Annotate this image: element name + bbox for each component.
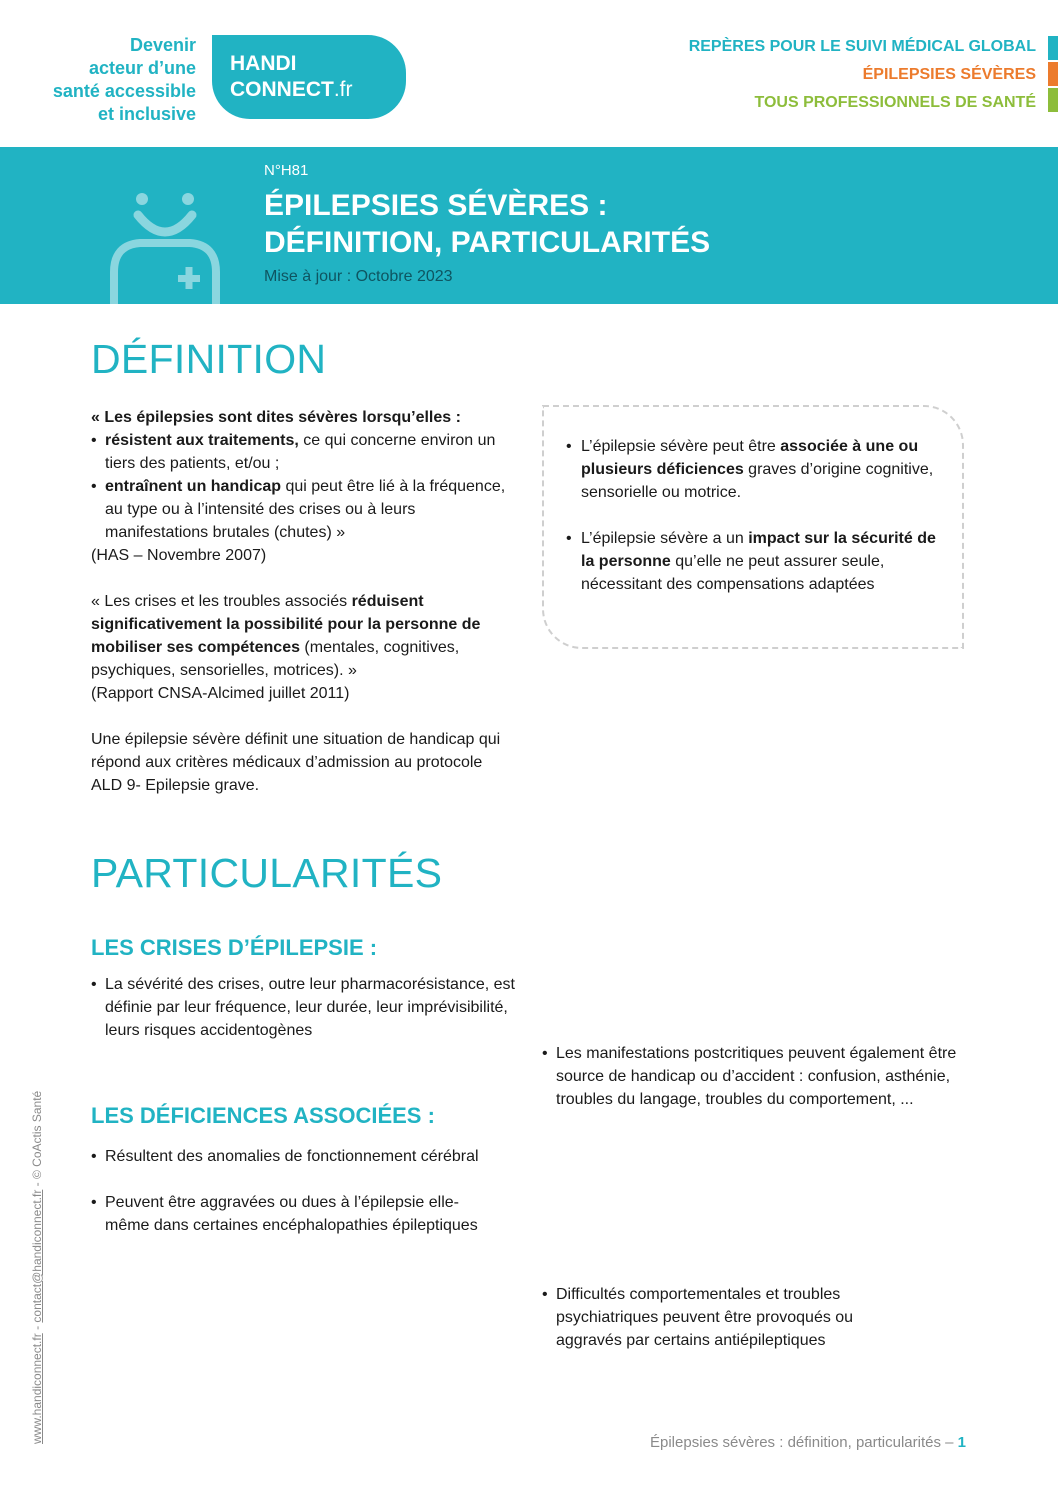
logo-word: CONNECT: [230, 78, 334, 101]
tagline-line: acteur d’une: [88, 58, 196, 78]
bold-text: associée à une ou plusieurs déficiences: [581, 438, 919, 478]
bullet-text: qu’elle ne peut assurer seule, nécessitant des compensations adaptées: [581, 553, 885, 593]
tag-suivi-medical: REPÈRES POUR LE SUIVI MÉDICAL GLOBAL: [688, 38, 1036, 55]
title-line-2: DÉFINITION, PARTICULARITÉS: [264, 226, 711, 259]
category-tags: [689, 35, 1036, 119]
side-credits: [30, 1064, 44, 1444]
deficiences-left: [91, 1145, 491, 1237]
bold-text: résistent aux traitements,: [105, 432, 299, 449]
stripe-orange: [1048, 62, 1058, 86]
bullet-text: graves d’origine cognitive, sensorielle ou motrice.: [581, 461, 934, 501]
site-link[interactable]: www.handiconnect.fr: [30, 1333, 44, 1444]
callout-bullet: [566, 435, 942, 504]
deficiences-bullet-right: • Difficultés comportementales et troubles psychiatriques peuvent être provoqués ou aggravés par certains antiépileptiques: [542, 1283, 916, 1352]
tagline: [20, 34, 196, 126]
particularites-heading: PARTICULARITÉS: [91, 850, 443, 896]
callout-bullet: [566, 527, 942, 596]
bullet-text: L’épilepsie sévère a un: [581, 530, 749, 547]
definition-text: [91, 406, 506, 797]
source-has: (HAS – Novembre 2007): [91, 547, 267, 564]
tagline-line: santé accessible: [52, 81, 196, 101]
logo-line-1: HANDI: [230, 52, 297, 75]
crises-subheading: LES CRISES D’ÉPILEPSIE :: [91, 935, 378, 960]
update-date: Mise à jour : Octobre 2023: [264, 268, 453, 285]
tag-professionnels: TOUS PROFESSIONNELS DE SANTÉ: [754, 94, 1036, 111]
document-title: [264, 187, 710, 261]
paragraph-text: « Les crises et les troubles associés: [91, 593, 352, 610]
deficiences-bullet: • Peuvent être aggravées ou dues à l’épilepsie elle-même dans certaines encéphalopathies épileptiques: [91, 1191, 491, 1237]
stripe-green: [1048, 88, 1058, 112]
email-link[interactable]: contact@handiconnect.fr: [30, 1189, 44, 1323]
bullet-text: ce qui concerne environ un tiers des patients, et/ou ;: [105, 432, 496, 472]
tagline-line: Devenir: [129, 35, 196, 55]
definition-paragraph: [91, 590, 506, 682]
deficiences-subheading: LES DÉFICIENCES ASSOCIÉES :: [91, 1103, 435, 1128]
bold-text: entraînent un handicap: [105, 478, 282, 495]
paragraph-text: (mentales, cognitives, psychiques, sensorielles, motrices). »: [91, 639, 460, 679]
definition-heading: DÉFINITION: [91, 336, 327, 382]
logo-line-2: [230, 77, 406, 103]
definition-intro: « Les épilepsies sont dites sévères lorsqu’elles :: [91, 409, 461, 426]
crises-bullet-right: • Les manifestations postcritiques peuvent également être source de handicap ou d’accident : confusion, asthénie, troubles du langage, troubles du comportement, ...: [542, 1042, 976, 1111]
deficiences-bullet: • Résultent des anomalies de fonctionnement cérébral: [91, 1145, 491, 1168]
footer-title: Épilepsies sévères : définition, particularités –: [650, 1434, 958, 1451]
definition-callout: [542, 405, 964, 649]
document-number: N°H81: [264, 162, 309, 179]
doctor-icon: [100, 187, 230, 304]
page-number: 1: [957, 1434, 966, 1451]
definition-bullet: [91, 429, 506, 475]
bullet-text: L’épilepsie sévère peut être: [581, 438, 781, 455]
handiconnect-logo[interactable]: [212, 35, 406, 119]
bullet-text: qui peut être lié à la fréquence, au type ou à l’intensité des crises ou à leurs manifestations brutales (chutes) »: [105, 478, 506, 541]
definition-bullet: [91, 475, 506, 544]
crises-bullet-left: • La sévérité des crises, outre leur pharmacorésistance, est définie par leur fréquence, leur durée, leur imprévisibilité, leurs risques accidentogènes: [91, 973, 525, 1042]
separator: -: [30, 1322, 44, 1334]
tag-epilepsies: ÉPILEPSIES SÉVÈRES: [862, 66, 1036, 83]
title-line-1: ÉPILEPSIES SÉVÈRES :: [264, 189, 608, 222]
bold-text: réduisent significativement la possibilité pour la personne de mobiliser ses compétences: [91, 593, 481, 656]
page-footer: [650, 1434, 966, 1451]
source-cnsa: (Rapport CNSA-Alcimed juillet 2011): [91, 685, 350, 702]
stripe-teal: [1048, 36, 1058, 60]
title-banner: [0, 147, 1058, 304]
tagline-line: et inclusive: [97, 104, 196, 124]
copyright: - © CoActis Santé: [30, 1090, 44, 1190]
bold-text: impact sur la sécurité de la personne: [581, 530, 936, 570]
definition-paragraph: Une épilepsie sévère définit une situation de handicap qui répond aux critères médicaux d’admission au protocole ALD 9- Epilepsie grave.: [91, 731, 501, 794]
logo-suffix: .fr: [333, 78, 353, 101]
